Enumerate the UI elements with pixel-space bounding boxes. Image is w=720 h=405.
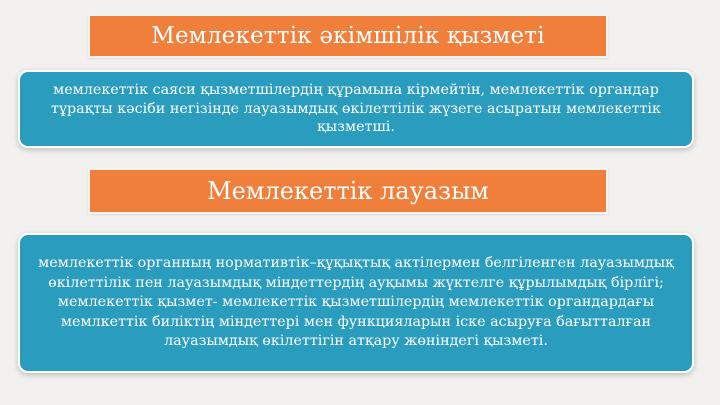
section-1-title: Мемлекеттік әкімшілік қызметі bbox=[88, 14, 608, 58]
section-2-description: мемлекеттік органның нормативтік–құқықтық актілермен белгіленген лауазымдық өкілеттілік пен лауазымдық міндеттердің ауқымы жүктелге құрылымдық бірлігі; мемлекеттік қызмет- мемлекеттік қызметшілердің мемлекеттік органдардағы мемлкеттік биліктің міндеттері мен функцияларын іске асыруға бағытталған лауазымдық өкілеттігін атқару жөніндегі қызметі. bbox=[38, 255, 674, 350]
section-1-description-box bbox=[18, 70, 694, 148]
section-2-title: Мемлекеттік лауазым bbox=[88, 168, 608, 214]
section-2-description-box bbox=[18, 233, 694, 373]
section-1-description: мемлекеттік саяси қызметшілердің құрамына кірмейтін, мемлекеттік органдар тұрақты кәсіби негізінде лауазымдық өкілеттілік жүзеге асыратын мемлекеттік қызметші. bbox=[51, 82, 661, 136]
